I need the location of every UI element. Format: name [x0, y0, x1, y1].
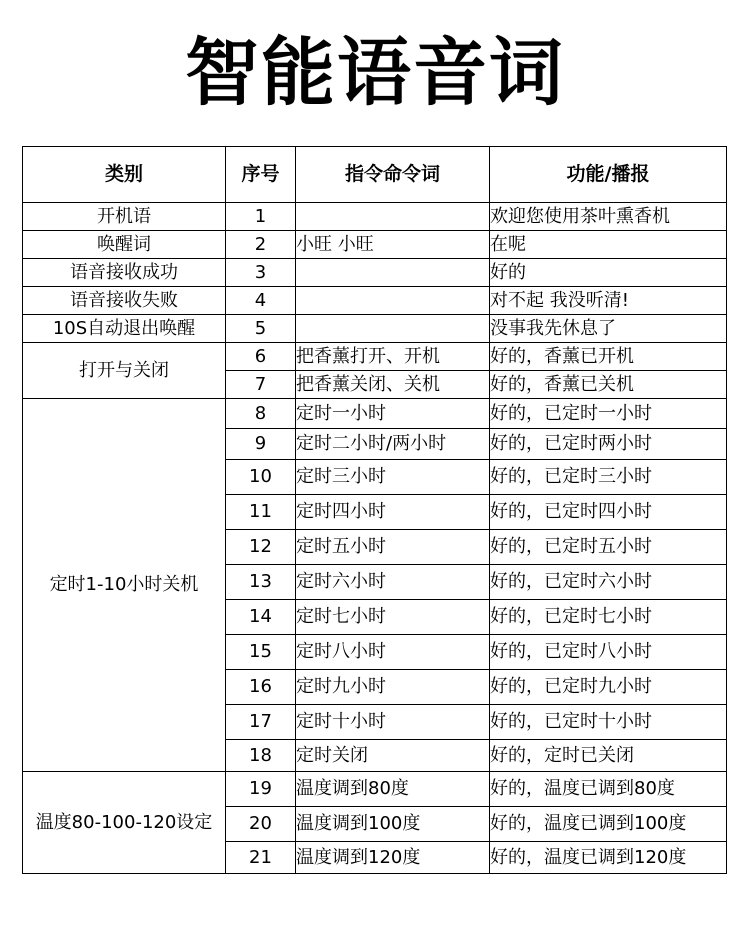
table-row — [23, 259, 727, 287]
command-cell: 定时七小时 — [296, 600, 490, 635]
number-cell: 3 — [226, 259, 296, 287]
table-row — [23, 287, 727, 315]
table-body — [23, 203, 727, 874]
response-cell: 好的，已定时七小时 — [490, 600, 727, 635]
table-row — [23, 203, 727, 231]
response-cell: 在呢 — [490, 231, 727, 259]
response-cell: 好的，已定时两小时 — [490, 429, 727, 460]
number-cell: 4 — [226, 287, 296, 315]
category-cell: 10S自动退出唤醒 — [23, 315, 226, 343]
number-cell: 9 — [226, 429, 296, 460]
command-cell: 定时八小时 — [296, 635, 490, 670]
command-cell: 定时六小时 — [296, 565, 490, 600]
command-cell — [296, 287, 490, 315]
table-row — [23, 231, 727, 259]
command-cell: 小旺 小旺 — [296, 231, 490, 259]
header-response: 功能/播报 — [490, 147, 727, 203]
number-cell: 17 — [226, 705, 296, 740]
category-cell: 定时1-10小时关机 — [23, 399, 226, 772]
table-row — [23, 772, 727, 807]
voice-command-table — [22, 146, 727, 874]
table-row — [23, 343, 727, 371]
response-cell: 好的 — [490, 259, 727, 287]
number-cell: 16 — [226, 670, 296, 705]
response-cell: 好的，香薰已开机 — [490, 343, 727, 371]
command-cell — [296, 259, 490, 287]
response-cell: 好的，定时已关闭 — [490, 740, 727, 772]
response-cell: 好的，温度已调到100度 — [490, 807, 727, 842]
number-cell: 14 — [226, 600, 296, 635]
number-cell: 12 — [226, 530, 296, 565]
table-row — [23, 399, 727, 429]
page-title: 智能语音词 — [185, 30, 565, 116]
response-cell: 好的，已定时十小时 — [490, 705, 727, 740]
number-cell: 15 — [226, 635, 296, 670]
command-cell — [296, 203, 490, 231]
command-cell — [296, 315, 490, 343]
category-cell: 开机语 — [23, 203, 226, 231]
category-cell: 温度80-100-120设定 — [23, 772, 226, 874]
category-cell: 语音接收失败 — [23, 287, 226, 315]
response-cell: 好的，已定时八小时 — [490, 635, 727, 670]
response-cell: 没事我先休息了 — [490, 315, 727, 343]
command-cell: 把香薰关闭、关机 — [296, 371, 490, 399]
header-category: 类别 — [23, 147, 226, 203]
response-cell: 好的，香薰已关机 — [490, 371, 727, 399]
number-cell: 18 — [226, 740, 296, 772]
command-cell: 温度调到100度 — [296, 807, 490, 842]
number-cell: 2 — [226, 231, 296, 259]
header-command: 指令命令词 — [296, 147, 490, 203]
number-cell: 1 — [226, 203, 296, 231]
table-row — [23, 315, 727, 343]
response-cell: 好的，已定时三小时 — [490, 460, 727, 495]
command-cell: 定时二小时/两小时 — [296, 429, 490, 460]
response-cell: 好的，已定时六小时 — [490, 565, 727, 600]
response-cell: 好的，已定时九小时 — [490, 670, 727, 705]
number-cell: 5 — [226, 315, 296, 343]
response-cell: 好的，已定时五小时 — [490, 530, 727, 565]
command-cell: 定时关闭 — [296, 740, 490, 772]
number-cell: 10 — [226, 460, 296, 495]
response-cell: 对不起 我没听清! — [490, 287, 727, 315]
response-cell: 好的，已定时一小时 — [490, 399, 727, 429]
category-cell: 打开与关闭 — [23, 343, 226, 399]
response-cell: 欢迎您使用茶叶熏香机 — [490, 203, 727, 231]
table-header-row — [23, 147, 727, 203]
category-cell: 语音接收成功 — [23, 259, 226, 287]
number-cell: 19 — [226, 772, 296, 807]
response-cell: 好的，温度已调到80度 — [490, 772, 727, 807]
command-cell: 定时四小时 — [296, 495, 490, 530]
number-cell: 21 — [226, 842, 296, 874]
number-cell: 20 — [226, 807, 296, 842]
command-cell: 定时九小时 — [296, 670, 490, 705]
command-cell: 定时十小时 — [296, 705, 490, 740]
category-cell: 唤醒词 — [23, 231, 226, 259]
command-cell: 定时五小时 — [296, 530, 490, 565]
number-cell: 6 — [226, 343, 296, 371]
command-cell: 把香薰打开、开机 — [296, 343, 490, 371]
command-cell: 温度调到80度 — [296, 772, 490, 807]
response-cell: 好的，已定时四小时 — [490, 495, 727, 530]
header-number: 序号 — [226, 147, 296, 203]
number-cell: 8 — [226, 399, 296, 429]
command-cell: 定时一小时 — [296, 399, 490, 429]
number-cell: 13 — [226, 565, 296, 600]
command-cell: 定时三小时 — [296, 460, 490, 495]
number-cell: 7 — [226, 371, 296, 399]
response-cell: 好的，温度已调到120度 — [490, 842, 727, 874]
command-cell: 温度调到120度 — [296, 842, 490, 874]
number-cell: 11 — [226, 495, 296, 530]
